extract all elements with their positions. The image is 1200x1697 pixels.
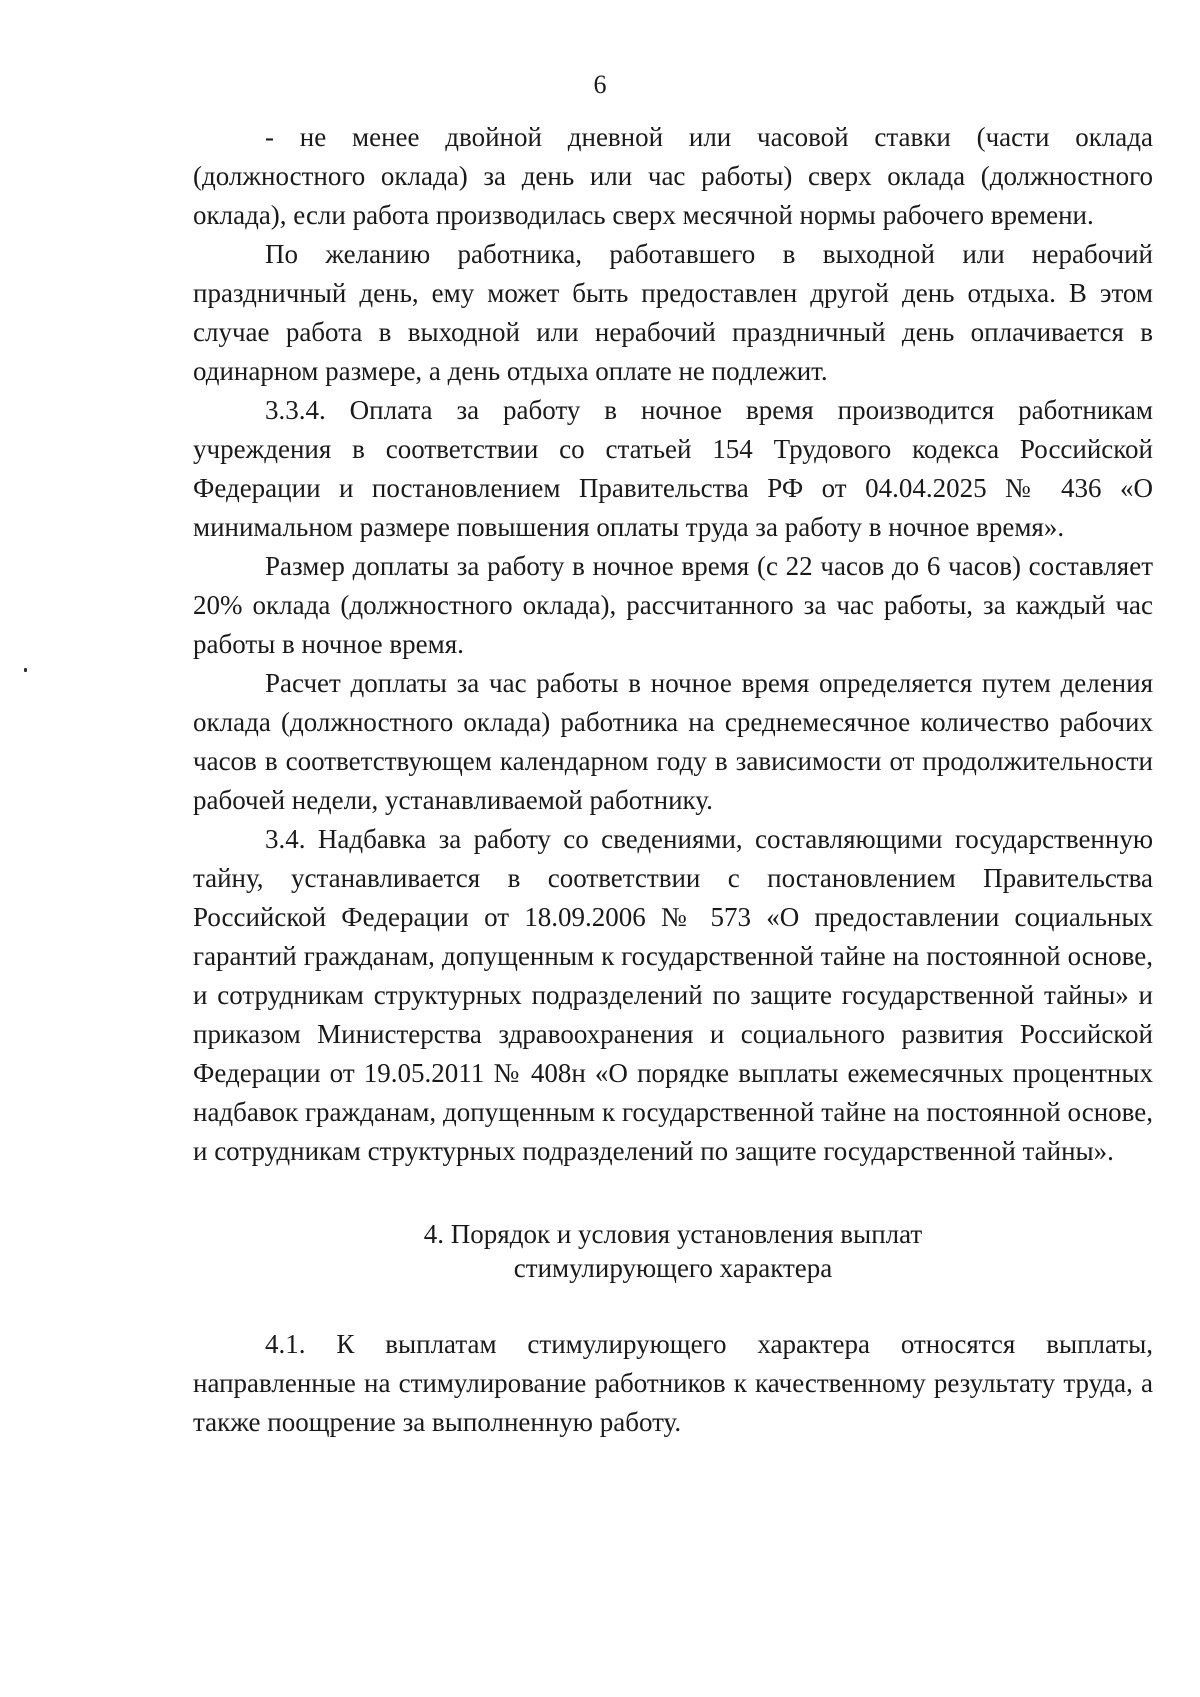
document-body bbox=[193, 118, 1153, 1442]
paragraph-state-secret-bonus: 3.4. Надбавка за работу со сведениями, составляющими государственную тайну, устанавливается в соответствии с постановлением Правительства Российской Федерации от 18.09.2006 № 573 «О предоставлении социальных гарантий гражданам, допущенным к государственной тайне на постоянной основе, и сотрудникам структурных подразделений по защите государственной тайны» и приказом Министерства здравоохранения и социального развития Российской Федерации от 19.05.2011 № 408н «О порядке выплаты ежемесячных процентных надбавок гражданам, допущенным к государственной тайне на постоянной основе, и сотрудникам структурных подразделений по защите государственной тайны». bbox=[193, 824, 1153, 1166]
scan-speck bbox=[24, 668, 27, 672]
paragraph-night-surcharge-calc: Расчет доплаты за час работы в ночное время определяется путем деления оклада (должностного оклада) работника на среднемесячное количество рабочих часов в соответствующем календарном году в зависимости от продолжительности рабочей недели, устанавливаемой работнику. bbox=[193, 668, 1153, 815]
paragraph-day-off: По желанию работника, работавшего в выходной или нерабочий праздничный день, ему может быть предоставлен другой день отдыха. В этом случае работа в выходной или нерабочий праздничный день оплачивается в одинарном размере, а день отдыха оплате не подлежит. bbox=[193, 239, 1153, 386]
paragraph-night-work-pay: 3.3.4. Оплата за работу в ночное время производится работникам учреждения в соответствии со статьей 154 Трудового кодекса Российской Федерации и постановлением Правительства РФ от 04.04.2025 № 436 «О минимальном размере повышения оплаты труда за работу в ночное время». bbox=[193, 395, 1153, 542]
section-heading-line2: стимулирующего характера bbox=[513, 1253, 833, 1283]
paragraph-night-surcharge-size: Размер доплаты за работу в ночное время (с 22 часов до 6 часов) составляет 20% оклада (должностного оклада), рассчитанного за час работы, за каждый час работы в ночное время. bbox=[193, 551, 1153, 659]
paragraph-incentive-payments: 4.1. К выплатам стимулирующего характера относятся выплаты, направленные на стимулирование работников к качественному результату труда, а также поощрение за выполненную работу. bbox=[193, 1329, 1153, 1437]
section-heading bbox=[193, 1217, 1153, 1285]
page-number: 6 bbox=[593, 70, 607, 99]
paragraph-overtime-rate: - не менее двойной дневной или часовой ставки (части оклада (должностного оклада) за день или час работы) сверх оклада (должностного оклада), если работа производилась сверх месячной нормы рабочего времени. bbox=[193, 122, 1153, 230]
section-heading-line1: 4. Порядок и условия установления выплат bbox=[423, 1219, 923, 1249]
